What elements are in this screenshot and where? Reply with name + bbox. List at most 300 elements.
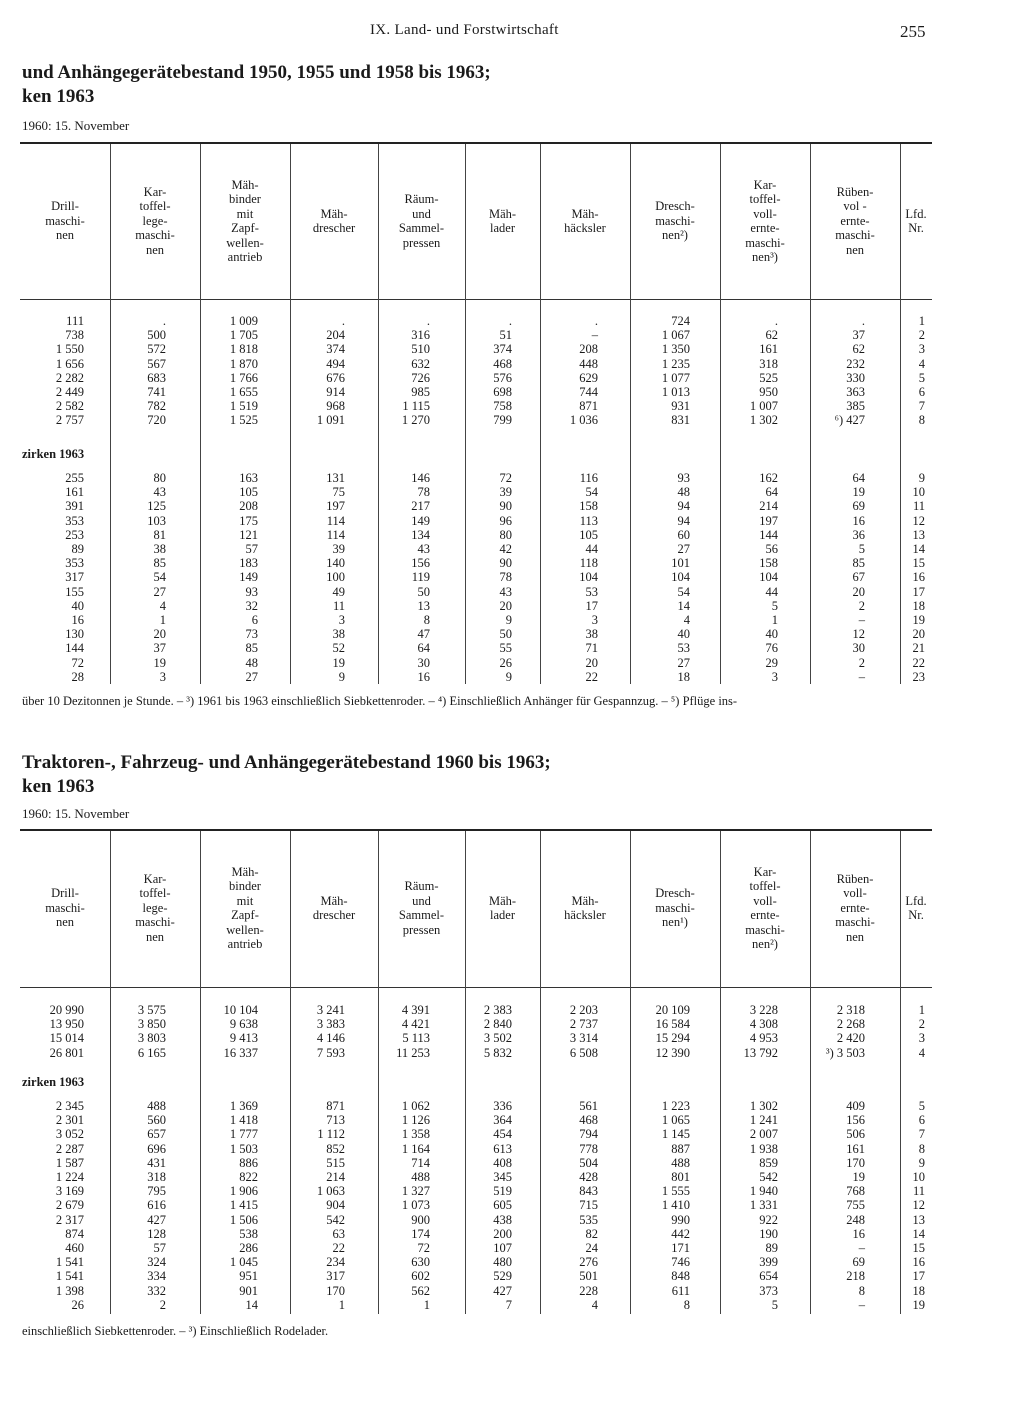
table-cell: 3 502 xyxy=(483,1031,512,1046)
column-header xyxy=(378,833,465,983)
table-cell: 2 xyxy=(858,598,865,613)
table-cell: 19 xyxy=(912,613,925,628)
table-row xyxy=(20,1170,925,1184)
column-header-line: ernte- xyxy=(750,908,780,922)
column-header-line: maschi- xyxy=(655,213,695,228)
table-cell: 373 xyxy=(759,1283,778,1298)
table-cell: 43 xyxy=(499,584,512,599)
table-row xyxy=(20,399,925,413)
column-header-line: und xyxy=(412,206,431,221)
table-cell: 50 xyxy=(417,584,430,599)
table-cell: 16 584 xyxy=(655,1017,690,1032)
table-cell: 951 xyxy=(239,1269,258,1284)
column-header xyxy=(810,833,900,983)
table-cell: 2 679 xyxy=(55,1198,84,1213)
column-header-line: ernte- xyxy=(840,900,870,915)
table-cell: 170 xyxy=(846,1155,865,1170)
table-cell: 149 xyxy=(411,513,430,528)
table-cell: 741 xyxy=(147,385,166,400)
column-header-line: nen xyxy=(55,228,75,243)
table-2-title-line2: ken 1963 xyxy=(22,776,95,797)
column-header-line: Kar- xyxy=(753,177,777,192)
table-cell: 9 413 xyxy=(229,1031,258,1046)
table-cell: 37 xyxy=(153,641,166,656)
table-row xyxy=(20,328,925,342)
column-header-line: Mäh- xyxy=(231,864,259,879)
column-header-line: Mäh- xyxy=(571,206,599,221)
table-row xyxy=(20,314,925,328)
table-cell: 542 xyxy=(326,1212,345,1227)
column-header-line: nen¹) xyxy=(662,915,688,930)
table-row xyxy=(20,1255,925,1269)
table-cell: 2 xyxy=(858,655,865,670)
table-cell: 374 xyxy=(326,342,345,357)
column-header-line: maschi- xyxy=(135,915,175,930)
table-cell: 32 xyxy=(245,598,258,613)
table-cell: 44 xyxy=(585,542,598,557)
table-row xyxy=(20,1017,925,1031)
table-cell: 23 xyxy=(912,669,925,684)
table-cell: 253 xyxy=(65,527,84,542)
table-cell: 2 318 xyxy=(836,1003,865,1017)
column-header-line: maschi- xyxy=(655,900,695,915)
column-header-line: Räum- xyxy=(404,192,439,206)
table-cell: 768 xyxy=(846,1184,865,1199)
table-cell: . xyxy=(861,314,865,328)
table-cell: 11 253 xyxy=(396,1045,430,1060)
table-cell: 613 xyxy=(493,1141,512,1156)
column-header-line: häcksler xyxy=(564,221,606,235)
table-cell: 795 xyxy=(147,1184,166,1199)
table-cell: 54 xyxy=(585,485,598,500)
column-header xyxy=(630,146,720,296)
table-cell: 696 xyxy=(147,1141,166,1156)
table-cell: 67 xyxy=(852,570,865,585)
table-cell: 248 xyxy=(846,1212,865,1227)
table-cell: 1 126 xyxy=(401,1113,430,1128)
table-cell: 454 xyxy=(493,1127,512,1142)
column-header-line: drescher xyxy=(312,908,356,922)
table-cell: 7 xyxy=(918,399,925,414)
table-cell: 374 xyxy=(493,342,512,357)
table-cell: 16 xyxy=(912,1255,925,1270)
table-cell: 2 317 xyxy=(55,1212,84,1227)
table-cell: 2 582 xyxy=(55,399,84,414)
table-cell: – xyxy=(858,613,865,628)
table-cell: 1 xyxy=(918,314,925,328)
table-row xyxy=(20,1298,925,1312)
table-cell: 22 xyxy=(912,655,925,670)
table-cell: 26 xyxy=(499,655,512,670)
table-cell: 1 091 xyxy=(316,413,345,428)
column-header xyxy=(900,146,932,296)
table-cell: 1 013 xyxy=(661,385,690,400)
table-cell: 29 xyxy=(765,655,778,670)
table-cell: 4 xyxy=(683,613,690,628)
table-cell: 161 xyxy=(846,1141,865,1156)
column-header xyxy=(720,146,810,296)
table-cell: 900 xyxy=(411,1212,430,1227)
table-cell: 113 xyxy=(579,513,598,528)
table-cell: 724 xyxy=(671,314,690,328)
table-cell: 2 287 xyxy=(55,1141,84,1156)
table-cell: 161 xyxy=(759,342,778,357)
column-header-line: Rüben- xyxy=(836,871,874,886)
table-cell: 20 xyxy=(852,584,865,599)
table-cell: 494 xyxy=(326,356,345,371)
column-header-line: toffel- xyxy=(139,199,171,214)
table-cell: 234 xyxy=(326,1255,345,1270)
table-cell: 80 xyxy=(499,527,512,542)
table-cell: 217 xyxy=(411,499,430,514)
column-header-line: toffel- xyxy=(749,192,781,206)
table-cell: 4 391 xyxy=(401,1003,430,1017)
table-cell: 214 xyxy=(759,499,778,514)
table-cell: 5 xyxy=(771,1297,778,1312)
table-cell: 12 xyxy=(912,1198,925,1213)
table-cell: 155 xyxy=(65,584,84,599)
column-header-line: nen²) xyxy=(662,228,688,243)
table-cell: 72 xyxy=(417,1241,430,1256)
table-cell: 100 xyxy=(326,570,345,585)
table-cell: 20 109 xyxy=(655,1003,690,1017)
table-cell: 80 xyxy=(153,471,166,485)
column-header-line: Lfd. xyxy=(905,206,927,221)
table-cell: 726 xyxy=(411,370,430,385)
table-cell: 22 xyxy=(585,669,598,684)
table-row xyxy=(20,1031,925,1045)
table-cell: 1 705 xyxy=(229,328,258,343)
column-header xyxy=(378,146,465,296)
table-cell: 90 xyxy=(499,556,512,571)
table-cell: 1 270 xyxy=(401,413,430,428)
table-cell: 144 xyxy=(65,641,84,656)
column-header-line: maschi- xyxy=(45,900,85,915)
table-row xyxy=(20,471,925,485)
table-cell: 36 xyxy=(852,527,865,542)
column-header-line: häcksler xyxy=(564,908,606,922)
table-cell: 53 xyxy=(585,584,598,599)
table-cell: 3 xyxy=(918,342,925,357)
table-cell: 657 xyxy=(147,1127,166,1142)
column-header-line: maschi- xyxy=(835,915,875,930)
table-row xyxy=(20,1127,925,1141)
table-cell: 1 906 xyxy=(229,1184,258,1199)
table-cell: 9 xyxy=(918,1155,925,1170)
table-row xyxy=(20,357,925,371)
table-cell: 21 xyxy=(912,641,925,656)
table-row xyxy=(20,556,925,570)
table-cell: 529 xyxy=(493,1269,512,1284)
table-cell: 1 350 xyxy=(661,342,690,357)
table-cell: 81 xyxy=(153,527,166,542)
column-header-line: nen xyxy=(55,915,75,930)
table-cell: 104 xyxy=(759,570,778,585)
table-cell: 1 009 xyxy=(229,314,258,328)
table-cell: 4 xyxy=(591,1297,598,1312)
table-cell: 364 xyxy=(493,1113,512,1128)
table-cell: 438 xyxy=(493,1212,512,1227)
table-cell: 62 xyxy=(852,342,865,357)
table-cell: 7 xyxy=(918,1127,925,1142)
table-cell: 363 xyxy=(846,385,865,400)
table-cell: 1 541 xyxy=(55,1269,84,1284)
table-cell: 107 xyxy=(493,1241,512,1256)
column-header-line: nen xyxy=(145,929,165,944)
table-cell: – xyxy=(858,1241,865,1256)
table-cell: 318 xyxy=(759,356,778,371)
table-cell: 14 xyxy=(677,598,690,613)
table-cell: 1 xyxy=(771,613,778,628)
table-cell: 6 165 xyxy=(137,1045,166,1060)
table-cell: 105 xyxy=(579,527,598,542)
table-row xyxy=(20,528,925,542)
table-cell: 104 xyxy=(579,570,598,585)
table-cell: 1 550 xyxy=(55,342,84,357)
column-header xyxy=(720,833,810,983)
table-cell: 5 xyxy=(918,1099,925,1113)
column-header-line: Dresch- xyxy=(655,886,695,901)
column-header-line: voll- xyxy=(753,206,777,221)
table-cell: 914 xyxy=(326,385,345,400)
table-cell: 54 xyxy=(677,584,690,599)
table-cell: 19 xyxy=(153,655,166,670)
column-header-line: maschi- xyxy=(45,213,85,228)
table-row xyxy=(20,1142,925,1156)
table-cell: 488 xyxy=(147,1099,166,1113)
table-cell: 10 xyxy=(912,485,925,500)
table-cell: 409 xyxy=(846,1099,865,1113)
table-cell: 968 xyxy=(326,399,345,414)
table-cell: 2 420 xyxy=(836,1031,865,1046)
table-cell: – xyxy=(591,328,598,343)
table-cell: 14 xyxy=(912,1226,925,1241)
column-header xyxy=(20,146,110,296)
table-cell: 744 xyxy=(579,385,598,400)
table-cell: 8 xyxy=(918,413,925,428)
table-cell: 488 xyxy=(411,1170,430,1185)
table-row xyxy=(20,1213,925,1227)
table-cell: 89 xyxy=(765,1241,778,1256)
table-cell: 2 737 xyxy=(569,1017,598,1032)
table-cell: 886 xyxy=(239,1155,258,1170)
column-header-line: Zapf- xyxy=(231,221,259,235)
table-cell: 12 390 xyxy=(655,1045,690,1060)
table-cell: 134 xyxy=(411,527,430,542)
table-cell: 871 xyxy=(326,1099,345,1113)
table-cell: 26 xyxy=(71,1297,84,1312)
table-cell: 15 xyxy=(912,556,925,571)
column-header-line: nen xyxy=(845,242,865,257)
column-header xyxy=(290,833,378,983)
table-cell: 51 xyxy=(499,328,512,343)
column-header-line: pressen xyxy=(402,235,441,250)
table-cell: 3 383 xyxy=(316,1017,345,1032)
table-cell: . xyxy=(508,314,512,328)
table-cell: 8 xyxy=(683,1297,690,1312)
table-cell: 149 xyxy=(239,570,258,585)
table-cell: 27 xyxy=(677,655,690,670)
table-cell: 171 xyxy=(671,1241,690,1256)
table-cell: 49 xyxy=(332,584,345,599)
table-cell: 197 xyxy=(326,499,345,514)
table-cell: 3 xyxy=(771,669,778,684)
table-cell: 2 xyxy=(918,328,925,343)
table-cell: 1 587 xyxy=(55,1155,84,1170)
table-cell: 19 xyxy=(852,485,865,500)
column-header-line: Zapf- xyxy=(231,908,259,922)
table-cell: ³) 3 503 xyxy=(825,1045,865,1060)
table-cell: 15 014 xyxy=(49,1031,84,1046)
column-header xyxy=(465,146,540,296)
table-cell: 525 xyxy=(759,370,778,385)
table-cell: 1 007 xyxy=(749,399,778,414)
table-cell: 468 xyxy=(493,356,512,371)
table-cell: 1 xyxy=(423,1297,430,1312)
table-cell: 1 241 xyxy=(749,1113,778,1128)
table-cell: 1 xyxy=(338,1297,345,1312)
table-cell: 7 xyxy=(505,1297,512,1312)
table-cell: 5 113 xyxy=(402,1031,430,1046)
column-header xyxy=(200,833,290,983)
table-cell: 44 xyxy=(765,584,778,599)
table-cell: 2 xyxy=(918,1017,925,1032)
table-cell: 535 xyxy=(579,1212,598,1227)
table-1-date-note: 1960: 15. November xyxy=(22,118,130,133)
table-cell: 56 xyxy=(765,542,778,557)
table-row xyxy=(20,1269,925,1283)
table-cell: 9 xyxy=(505,669,512,684)
table-cell: 758 xyxy=(493,399,512,414)
table-1-title-line1: und Anhängegerätebestand 1950, 1955 und 1958 bis 1963; xyxy=(22,62,491,83)
table-cell: 683 xyxy=(147,370,166,385)
table-cell: 2 345 xyxy=(55,1099,84,1113)
table-cell: 72 xyxy=(499,471,512,485)
table-2-title-line1: Traktoren-, Fahrzeug- und Anhängegerätebestand 1960 bis 1963; xyxy=(22,752,551,773)
table-1-footnote: über 10 Dezitonnen je Stunde. – ³) 1961 bis 1963 einschließlich Siebkettenroder. – ⁴) Einschließlich Anhänger für Gespannzug. – ⁵) Pflüge ins- xyxy=(22,694,738,708)
table-cell: 2 268 xyxy=(836,1017,865,1032)
column-header-line: nen³) xyxy=(752,250,778,264)
table-cell: 28 xyxy=(71,669,84,684)
table-cell: 794 xyxy=(579,1127,598,1142)
table-cell: 1 067 xyxy=(661,328,690,343)
table-cell: 78 xyxy=(499,570,512,585)
table-cell: 163 xyxy=(239,471,258,485)
table-cell: 538 xyxy=(239,1226,258,1241)
table-cell: 13 792 xyxy=(743,1045,778,1060)
table-cell: 158 xyxy=(579,499,598,514)
table-cell: 48 xyxy=(677,485,690,500)
table-cell: 8 xyxy=(918,1141,925,1156)
table-2-date-note: 1960: 15. November xyxy=(22,806,130,821)
column-header-line: wellen- xyxy=(226,922,264,937)
column-header-line: Lfd. xyxy=(905,893,927,908)
table-cell: 8 xyxy=(858,1283,865,1298)
table-cell: 5 832 xyxy=(483,1045,512,1060)
table-cell: 822 xyxy=(239,1170,258,1185)
table-cell: 24 xyxy=(585,1241,598,1256)
table-cell: 385 xyxy=(846,399,865,414)
table-cell: 16 xyxy=(852,513,865,528)
table-cell: 13 950 xyxy=(49,1017,84,1032)
table-cell: 16 337 xyxy=(223,1045,258,1060)
table-cell: 442 xyxy=(671,1226,690,1241)
table-cell: 85 xyxy=(153,556,166,571)
table-cell: 60 xyxy=(677,527,690,542)
table-cell: 17 xyxy=(912,584,925,599)
table-cell: 1 525 xyxy=(229,413,258,428)
table-cell: 316 xyxy=(411,328,430,343)
table-cell: 27 xyxy=(677,542,690,557)
table-2-top-rule xyxy=(20,829,932,831)
column-header-line: antrieb xyxy=(227,250,263,264)
table-cell: 1 777 xyxy=(229,1127,258,1142)
table-cell: 54 xyxy=(153,570,166,585)
table-cell: 69 xyxy=(852,1255,865,1270)
table-cell: 42 xyxy=(499,542,512,557)
table-cell: 324 xyxy=(147,1255,166,1270)
table-cell: 654 xyxy=(759,1269,778,1284)
table-row xyxy=(20,1241,925,1255)
table-cell: 214 xyxy=(326,1170,345,1185)
column-header-line: Dresch- xyxy=(655,199,695,214)
table-cell: 778 xyxy=(579,1141,598,1156)
table-cell: 3 xyxy=(591,613,598,628)
table-cell: 611 xyxy=(671,1283,690,1298)
table-cell: 799 xyxy=(493,413,512,428)
table-1-top-rule xyxy=(20,142,932,144)
table-row xyxy=(20,342,925,356)
table-cell: 448 xyxy=(579,356,598,371)
table-row xyxy=(20,514,925,528)
table-cell: 755 xyxy=(846,1198,865,1213)
column-header-line: Nr. xyxy=(908,221,924,235)
table-cell: 90 xyxy=(499,499,512,514)
table-cell: 6 508 xyxy=(569,1045,598,1060)
table-cell: 27 xyxy=(245,669,258,684)
table-cell: ⁶) 427 xyxy=(834,413,865,428)
table-cell: 5 xyxy=(918,370,925,385)
table-cell: 2 757 xyxy=(55,413,84,428)
table-cell: 190 xyxy=(759,1226,778,1241)
table-cell: 510 xyxy=(411,342,430,357)
table-cell: . xyxy=(594,314,598,328)
table-cell: 75 xyxy=(332,485,345,500)
column-header-line: ernte- xyxy=(750,221,780,235)
table-cell: 20 xyxy=(585,655,598,670)
column-header-line: ernte- xyxy=(840,213,870,228)
table-cell: 10 104 xyxy=(223,1003,258,1017)
table-cell: 30 xyxy=(417,655,430,670)
table-cell: . xyxy=(162,314,166,328)
table-cell: 20 990 xyxy=(49,1003,84,1017)
table-cell: 170 xyxy=(326,1283,345,1298)
table-row xyxy=(20,485,925,499)
table-cell: 1 415 xyxy=(229,1198,258,1213)
table-cell: 714 xyxy=(411,1155,430,1170)
table-cell: 336 xyxy=(493,1099,512,1113)
column-header-line: Kar- xyxy=(143,184,167,199)
table-row xyxy=(20,670,925,684)
table-cell: 1 656 xyxy=(55,356,84,371)
column-header-line: Drill- xyxy=(51,199,79,214)
table-row xyxy=(20,585,925,599)
column-header-line: Sammel- xyxy=(398,221,445,235)
table-cell: 43 xyxy=(153,485,166,500)
column-header xyxy=(540,146,630,296)
table-cell: 183 xyxy=(239,556,258,571)
table-cell: 353 xyxy=(65,556,84,571)
